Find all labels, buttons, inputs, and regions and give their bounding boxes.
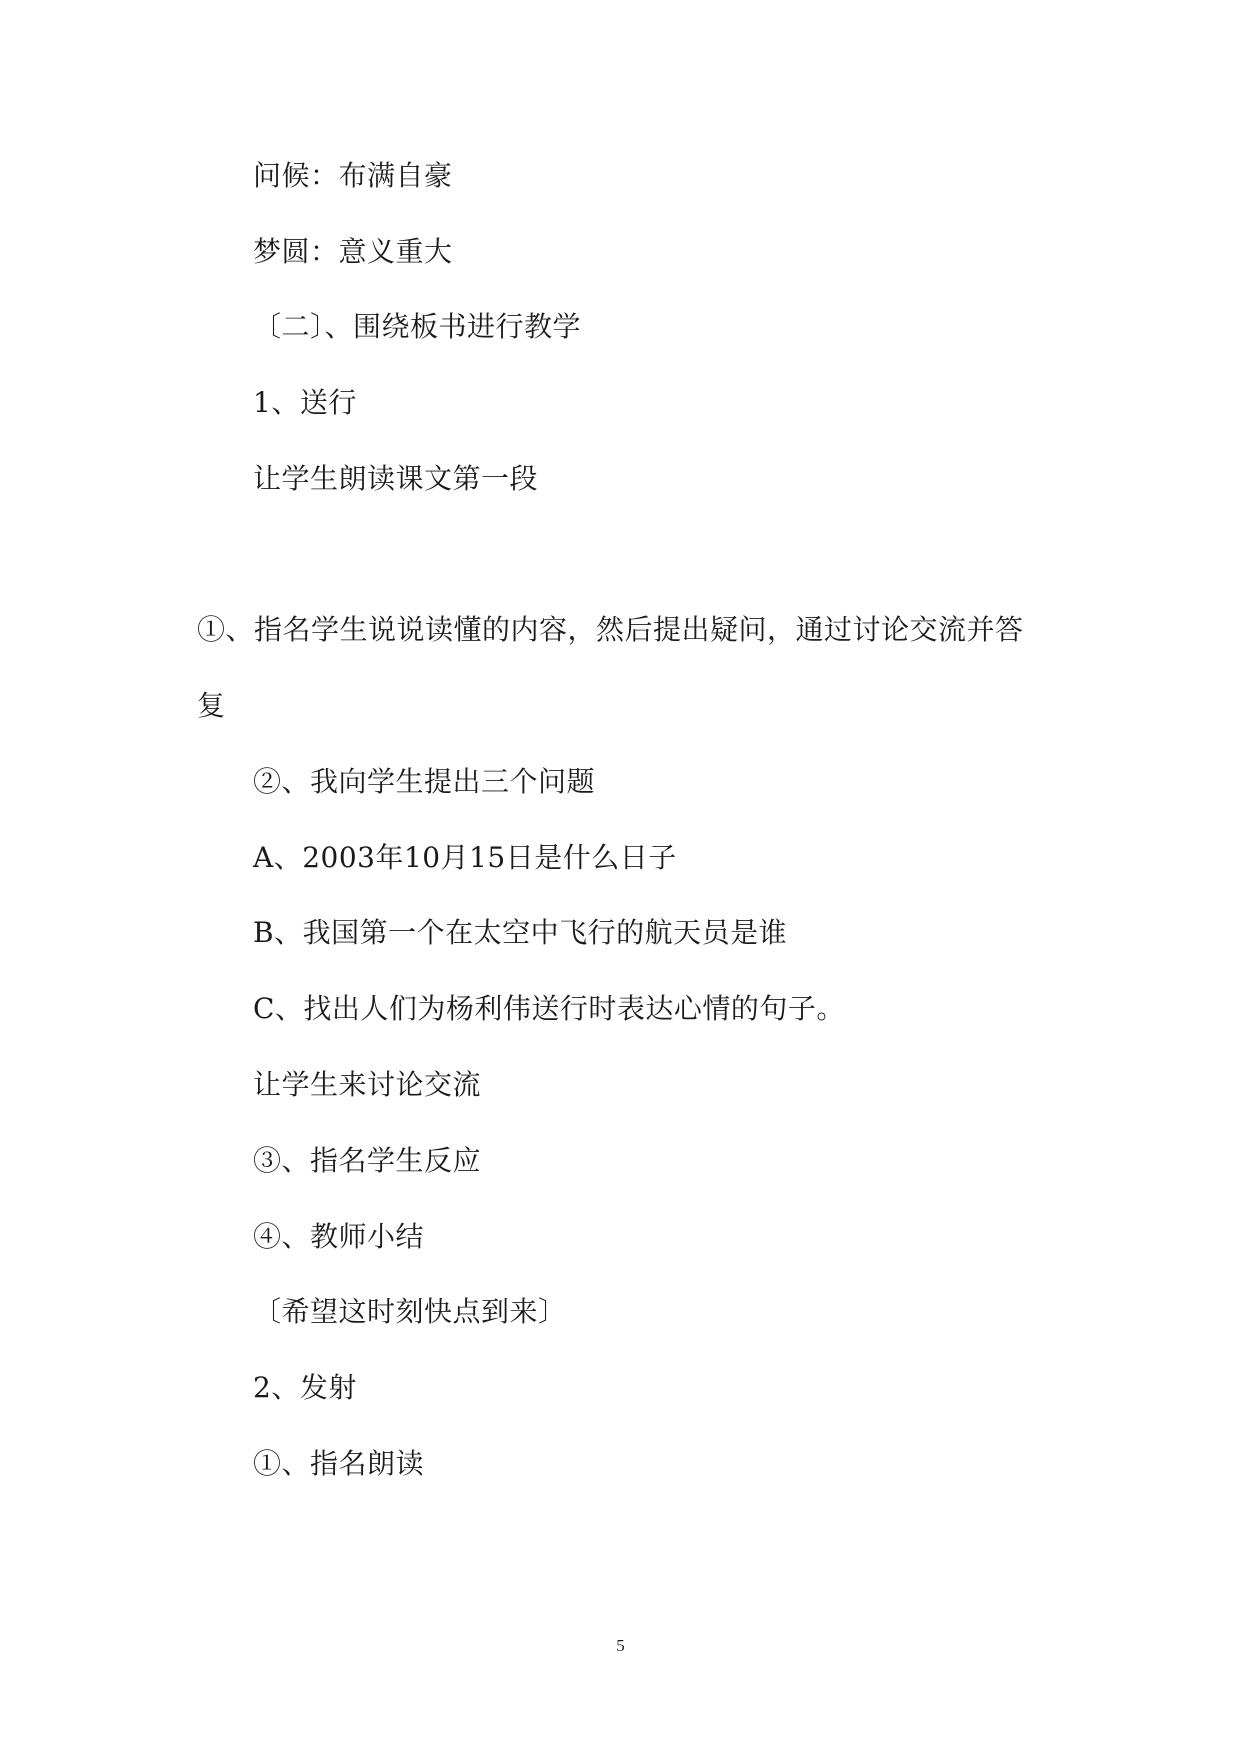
line-item-3: ③、指名学生反应 bbox=[253, 1144, 482, 1177]
line-item-1-continued: 复 bbox=[197, 689, 226, 722]
line-read-paragraph: 让学生朗读课文第一段 bbox=[253, 462, 539, 495]
line-item-4: ④、教师小结 bbox=[253, 1220, 425, 1253]
subsection-heading-2: 2、发射 bbox=[253, 1371, 357, 1404]
line-question-b: B、我国第一个在太空中飞行的航天员是谁 bbox=[253, 916, 788, 949]
section-heading-two: 〔二〕、围绕板书进行教学 bbox=[253, 310, 582, 343]
line-discussion: 让学生来讨论交流 bbox=[253, 1068, 482, 1101]
line-hope-note: 〔希望这时刻快点到来〕 bbox=[253, 1295, 567, 1328]
line-item-2: ②、我向学生提出三个问题 bbox=[253, 765, 596, 798]
subsection-heading-1: 1、送行 bbox=[253, 386, 357, 419]
line-dream: 梦圆：意义重大 bbox=[253, 235, 453, 268]
line-greeting: 问候：布满自豪 bbox=[253, 159, 453, 192]
page-number: 5 bbox=[616, 1636, 625, 1655]
line-item-1: ①、指名学生说说读懂的内容，然后提出疑问，通过讨论交流并答 bbox=[197, 613, 1024, 646]
line-question-c: C、找出人们为杨利伟送行时表达心情的句子。 bbox=[253, 992, 845, 1025]
line-read-aloud: ①、指名朗读 bbox=[253, 1447, 425, 1480]
line-question-a: A、2003年10月15日是什么日子 bbox=[253, 841, 677, 874]
